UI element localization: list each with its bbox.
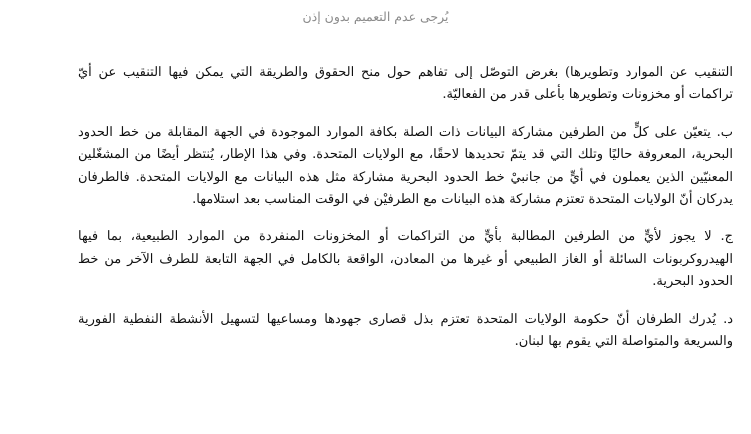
paragraph-b: ب. يتعيّن على كلٍّ من الطرفين مشاركة البيانات ذات الصلة بكافة الموارد الموجودة في الجهة المقابلة من خط الحدود البحرية، المعروفة حاليًا وتلك التي قد يتمّ تحديدها لاحقًا، مع الولايات المتحدة. وفي هذا الإطار، يُنتظر أيضًا من المشغّلين المعنيّين الذين يعملون في أيٍّ من جانبيْ خط الحدود البحرية مشاركة مثل هذه البيانات مع الولايات المتحدة. فالطرفان يدركان أنّ الولايات المتحدة تعتزم مشاركة هذه البيانات مع الطرفيْن في الوقت المناسب بعد استلامها. bbox=[78, 124, 733, 208]
paragraph-d: د. يُدرك الطرفان أنّ حكومة الولايات المتحدة تعتزم بذل قصارى جهودها ومساعيها لتسهيل الأنشطة النفطية الفورية والسريعة والمتواصلة التي يقوم بها لبنان. bbox=[78, 311, 733, 350]
paragraph-a-continuation: التنقيب عن الموارد وتطويرها) بغرض التوصّل إلى تفاهم حول منح الحقوق والطريقة التي يمكن فيها التنقيب عن أيّ تراكمات أو مخزونات وتطويرها بأعلى قدر من الفعاليّة. bbox=[78, 65, 734, 103]
document-body bbox=[78, 62, 733, 370]
page-header-notice: يُرجى عدم التعميم بدون إذن bbox=[302, 9, 449, 24]
paragraph-c: ج. لا يجوز لأيٍّ من الطرفين المطالبة بأيٍّ من التراكمات أو المخزونات المنفردة من الموارد الطبيعية، بما فيها الهيدروكربونات السائلة أو الغاز الطبيعي أو غيرها من المعادن، الواقعة بالكامل في الجهة التابعة للطرف الآخر من خط الحدود البحرية. bbox=[78, 229, 733, 290]
